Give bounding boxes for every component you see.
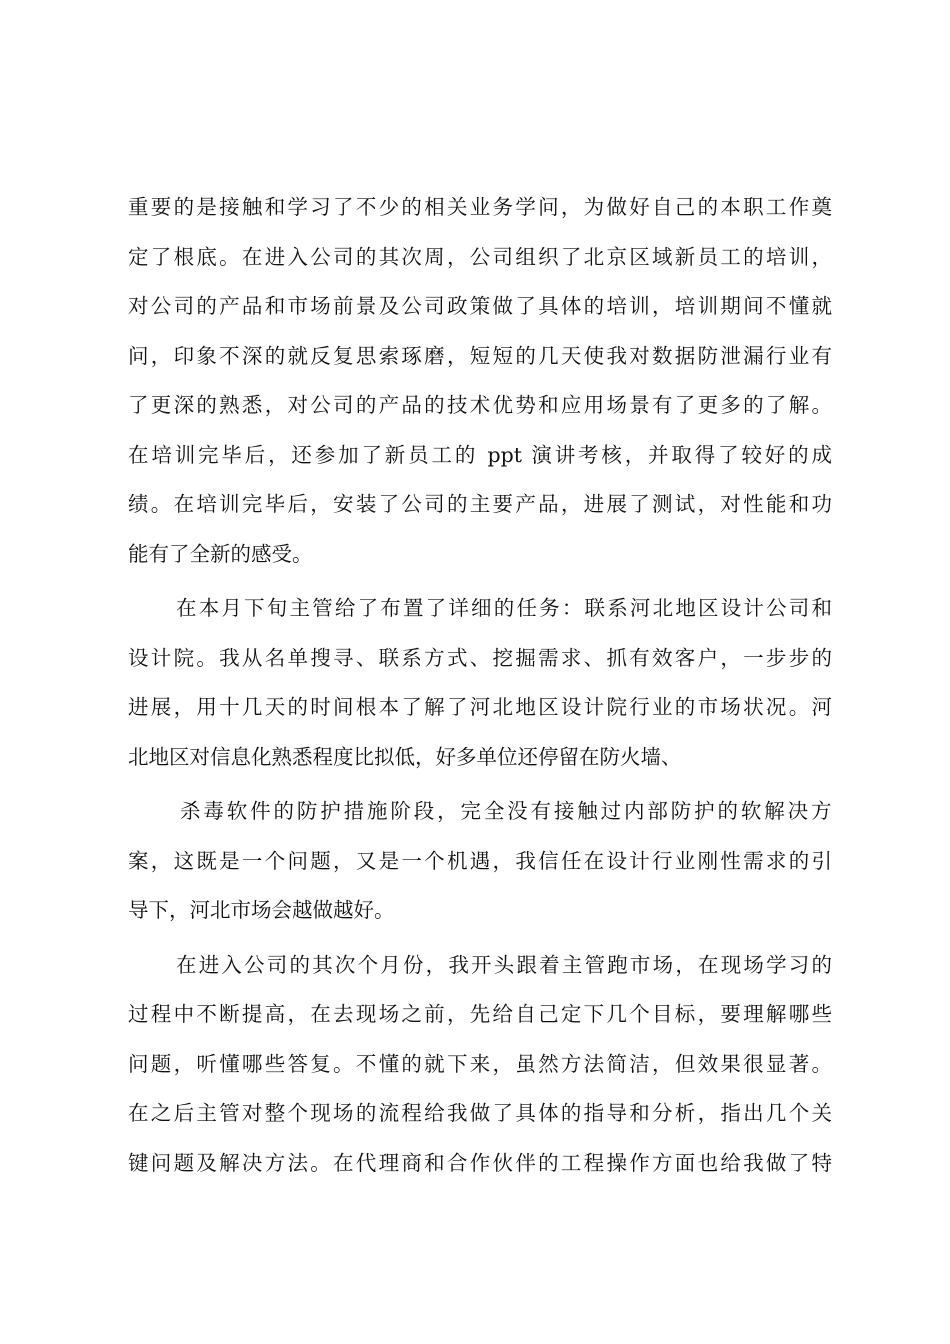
text-line: 设计院。我从名单搜寻、联系方式、挖掘需求、抓有效客户，一步步的: [128, 645, 832, 670]
text-line: 案，这既是一个问题，又是一个机遇，我信任在设计行业刚性需求的引: [128, 848, 832, 873]
text-line: 绩。在培训完毕后，安装了公司的主要产品，进展了测试，对性能和功: [128, 492, 832, 516]
paragraph-1: [128, 183, 832, 579]
text-line: 能有了全新的感受。: [128, 541, 313, 566]
text-line: 北地区对信息化熟悉程度比拟低，好多单位还停留在防火墙、: [128, 744, 682, 769]
text-line: 进展，用十几天的时间根本了解了河北地区设计院行业的市场状况。河: [128, 695, 832, 719]
text-line: 重要的是接触和学习了不少的相关业务学问，为做好自己的本职工作奠: [128, 195, 832, 219]
text-line: 键问题及解决方法。在代理商和合作伙伴的工程操作方面也给我做了特: [128, 1150, 832, 1175]
paragraph-2: [128, 584, 832, 782]
text-line: 定了根底。在进入公司的其次周，公司组织了北京区域新员工的培训，: [128, 244, 832, 269]
text-line: 导下，河北市场会越做越好。: [128, 898, 395, 922]
text-line: 了更深的熟悉，对公司的产品的技术优势和应用场景有了更多的了解。: [128, 393, 832, 417]
document-body: [128, 183, 832, 1188]
paragraph-4: [128, 941, 832, 1189]
text-line: 问题，听懂哪些答复。不懂的就下来，虽然方法简洁，但效果很显著。: [128, 1051, 832, 1076]
text-line: 在进入公司的其次个月份，我开头跟着主管跑市场，在现场学习的: [176, 952, 832, 977]
text-line: 在培训完毕后，还参加了新员工的 ppt 演讲考核，并取得了较好的成: [128, 442, 832, 467]
text-line: 在本月下旬主管给了布置了详细的任务：联系河北地区设计公司和: [176, 596, 832, 620]
text-line: 在之后主管对整个现场的流程给我做了具体的指导和分析，指出几个关: [128, 1101, 832, 1125]
text-line: 对公司的产品和市场前景及公司政策做了具体的培训，培训期间不懂就: [128, 294, 832, 318]
text-line: 杀毒软件的防护措施阶段，完全没有接触过内部防护的软解决方: [180, 799, 832, 823]
text-line: 问，印象不深的就反复思索琢磨，短短的几天使我对数据防泄漏行业有: [128, 343, 832, 368]
text-line: 过程中不断提高，在去现场之前，先给自己定下几个目标，要理解哪些: [128, 1002, 832, 1026]
paragraph-3: [128, 787, 832, 936]
